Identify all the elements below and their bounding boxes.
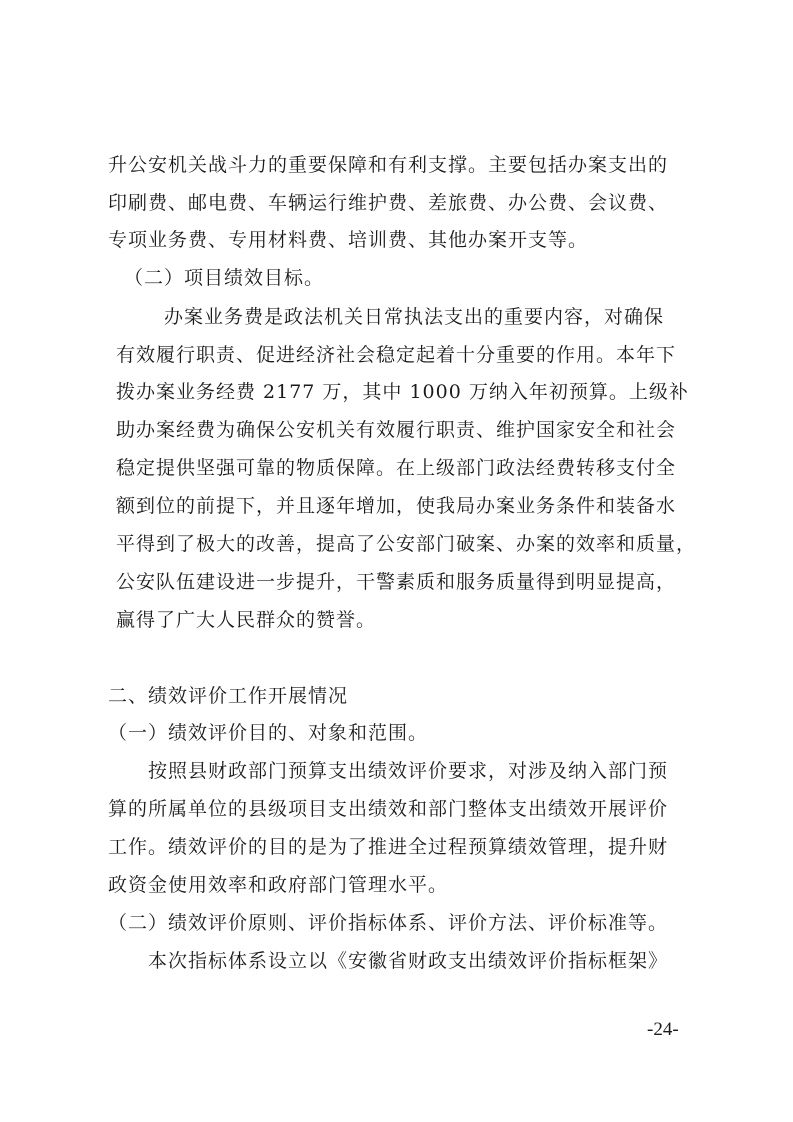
body-line-6: 有效履行职责、促进经济社会稳定起着十分重要的作用。本年下 <box>116 344 677 366</box>
body-line-19: 政资金使用效率和政府部门管理水平。 <box>108 874 449 896</box>
body-line-11: 平得到了极大的改善，提高了公安部门破案、办案的效率和质量， <box>116 533 697 555</box>
body-line-21: 本次指标体系设立以《安徽省财政支出绩效评价指标框架》 <box>148 950 669 972</box>
body-line-12: 公安队伍建设进一步提升，干警素质和服务质量得到明显提高， <box>116 571 677 593</box>
body-line-3: 专项业务费、专用材料费、培训费、其他办案开支等。 <box>108 229 589 251</box>
body-line-16: 按照县财政部门预算支出绩效评价要求，对涉及纳入部门预 <box>148 760 669 782</box>
subheading-evaluation-purpose: （一）绩效评价目的、对象和范围。 <box>108 722 429 744</box>
body-line-9: 稳定提供坚强可靠的物质保障。在上级部门政法经费转移支付全 <box>116 457 677 479</box>
body-line-2: 印刷费、邮电费、车辆运行维护费、差旅费、办公费、会议费、 <box>108 192 669 214</box>
body-line-13: 赢得了广大人民群众的赞誉。 <box>116 609 377 631</box>
section-heading-project-goal: （二）项目绩效目标。 <box>124 267 325 289</box>
subheading-evaluation-principles: （二）绩效评价原则、评价指标体系、评价方法、评价标准等。 <box>108 912 669 934</box>
body-line-8: 助办案经费为确保公安机关有效履行职责、维护国家安全和社会 <box>116 419 677 441</box>
body-line-10: 额到位的前提下，并且逐年增加，使我局办案业务条件和装备水 <box>116 495 677 517</box>
body-line-7: 拨办案业务经费 2177 万，其中 1000 万纳入年初预算。上级补 <box>116 381 689 403</box>
body-line-1: 升公安机关战斗力的重要保障和有利支撑。主要包括办案支出的 <box>108 154 669 176</box>
body-line-17: 算的所属单位的县级项目支出绩效和部门整体支出绩效开展评价 <box>108 798 669 820</box>
body-line-18: 工作。绩效评价的目的是为了推进全过程预算绩效管理，提升财 <box>108 836 669 858</box>
section-heading-evaluation: 二、绩效评价工作开展情况 <box>108 685 349 707</box>
body-line-5: 办案业务费是政法机关日常执法支出的重要内容，对确保 <box>164 306 665 328</box>
page-number: -24- <box>647 1019 679 1040</box>
